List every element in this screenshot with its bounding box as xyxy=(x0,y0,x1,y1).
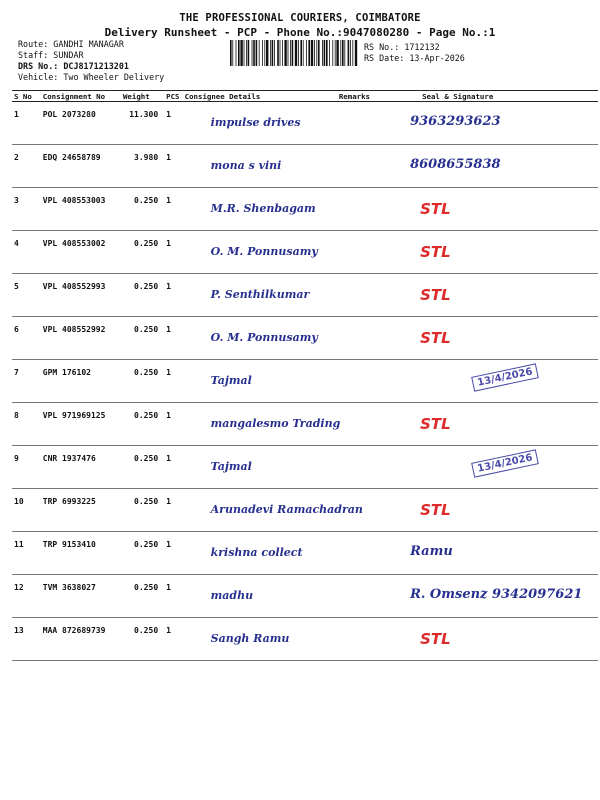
seal-cell xyxy=(382,145,598,188)
sno-cell: 10 xyxy=(12,489,41,532)
col-header-remarks: Remarks xyxy=(337,91,382,102)
weight-cell: 0.250 xyxy=(121,575,164,618)
seal-cell xyxy=(382,618,598,661)
consignee-cell xyxy=(183,575,337,618)
col-header-seal: Seal & Signature xyxy=(382,91,598,102)
seal-cell xyxy=(382,489,598,532)
col-header-consignment: Consignment No xyxy=(41,91,121,102)
consignee-cell xyxy=(183,360,337,403)
seal-cell xyxy=(382,360,598,403)
pcs-cell: 1 xyxy=(164,532,183,575)
handwritten-consignee-name: impulse drives xyxy=(210,116,301,129)
sno-cell: 9 xyxy=(12,446,41,489)
remarks-cell xyxy=(337,489,382,532)
handwritten-seal-signature: R. Omsenz 9342097621 xyxy=(410,587,583,602)
barcode-image xyxy=(230,40,358,66)
runsheet-subtitle: Delivery Runsheet - PCP - Phone No.:9047080280 - Page No.:1 xyxy=(104,26,496,39)
handwritten-seal-signature: STL xyxy=(420,501,451,519)
handwritten-consignee-name: Tajmal xyxy=(210,460,252,473)
sno-cell: 1 xyxy=(12,102,41,145)
rs-date: RS Date: 13-Apr-2026 xyxy=(364,53,465,63)
sno-cell: 11 xyxy=(12,532,41,575)
weight-cell: 0.250 xyxy=(121,618,164,661)
remarks-cell xyxy=(337,317,382,360)
consignment-cell: VPL 408553002 xyxy=(41,231,121,274)
remarks-cell xyxy=(337,188,382,231)
table-row xyxy=(12,231,598,274)
seal-cell xyxy=(382,575,598,618)
consignment-cell: VPL 408552993 xyxy=(41,274,121,317)
pcs-cell: 1 xyxy=(164,102,183,145)
runsheet-meta-right xyxy=(364,42,465,64)
seal-cell xyxy=(382,532,598,575)
consignment-cell: POL 2073280 xyxy=(41,102,121,145)
table-row xyxy=(12,532,598,575)
vehicle-text: Vehicle: Two Wheeler Delivery xyxy=(18,72,165,82)
handwritten-seal-signature: 13/4/2026 xyxy=(471,363,539,391)
handwritten-seal-signature: 9363293623 xyxy=(410,114,501,129)
table-row xyxy=(12,145,598,188)
remarks-cell xyxy=(337,403,382,446)
consignee-cell xyxy=(183,145,337,188)
sno-cell: 8 xyxy=(12,403,41,446)
pcs-cell: 1 xyxy=(164,360,183,403)
col-header-consignee: Consignee Details xyxy=(183,91,337,102)
weight-cell: 0.250 xyxy=(121,274,164,317)
weight-cell: 0.250 xyxy=(121,317,164,360)
pcs-cell: 1 xyxy=(164,446,183,489)
table-row xyxy=(12,317,598,360)
sno-cell: 13 xyxy=(12,618,41,661)
weight-cell: 0.250 xyxy=(121,403,164,446)
consignee-cell xyxy=(183,446,337,489)
remarks-cell xyxy=(337,360,382,403)
handwritten-consignee-name: madhu xyxy=(210,589,254,602)
sno-cell: 2 xyxy=(12,145,41,188)
handwritten-consignee-name: P. Senthilkumar xyxy=(210,288,310,301)
remarks-cell xyxy=(337,618,382,661)
sno-cell: 6 xyxy=(12,317,41,360)
handwritten-seal-signature: STL xyxy=(420,243,451,261)
sno-cell: 4 xyxy=(12,231,41,274)
table-row xyxy=(12,446,598,489)
remarks-cell xyxy=(337,274,382,317)
table-row xyxy=(12,575,598,618)
delivery-table xyxy=(12,90,598,661)
handwritten-seal-signature: STL xyxy=(420,286,451,304)
remarks-cell xyxy=(337,145,382,188)
weight-cell: 0.250 xyxy=(121,231,164,274)
seal-cell xyxy=(382,317,598,360)
pcs-cell: 1 xyxy=(164,274,183,317)
consignment-cell: GPM 176102 xyxy=(41,360,121,403)
sno-cell: 3 xyxy=(12,188,41,231)
sno-cell: 5 xyxy=(12,274,41,317)
staff-text: Staff: SUNDAR xyxy=(18,50,84,60)
handwritten-consignee-name: Sangh Ramu xyxy=(210,632,290,645)
handwritten-seal-signature: 8608655838 xyxy=(410,157,501,172)
pcs-cell: 1 xyxy=(164,231,183,274)
table-row xyxy=(12,102,598,145)
seal-cell xyxy=(382,274,598,317)
seal-cell xyxy=(382,446,598,489)
handwritten-seal-signature: 13/4/2026 xyxy=(471,449,539,477)
consignment-cell: VPL 408552992 xyxy=(41,317,121,360)
pcs-cell: 1 xyxy=(164,317,183,360)
pcs-cell: 1 xyxy=(164,575,183,618)
handwritten-seal-signature: STL xyxy=(420,415,451,433)
company-title: THE PROFESSIONAL COURIERS, COIMBATORE xyxy=(179,12,421,24)
weight-cell: 0.250 xyxy=(121,188,164,231)
col-header-weight: Weight xyxy=(121,91,164,102)
table-row xyxy=(12,188,598,231)
table-row xyxy=(12,489,598,532)
consignment-cell: VPL 971969125 xyxy=(41,403,121,446)
route-text: Route: GANDHI MANAGAR xyxy=(18,39,124,49)
handwritten-consignee-name: mona s vini xyxy=(210,159,282,172)
table-header-row xyxy=(12,91,598,102)
weight-cell: 11.300 xyxy=(121,102,164,145)
pcs-cell: 1 xyxy=(164,489,183,532)
consignment-cell: TRP 6993225 xyxy=(41,489,121,532)
handwritten-consignee-name: Tajmal xyxy=(210,374,252,387)
rs-number: RS No.: 1712132 xyxy=(364,42,440,52)
col-header-sno: S No xyxy=(12,91,41,102)
weight-cell: 0.250 xyxy=(121,446,164,489)
consignment-cell: TRP 9153410 xyxy=(41,532,121,575)
consignment-cell: EDQ 24658789 xyxy=(41,145,121,188)
weight-cell: 0.250 xyxy=(121,489,164,532)
consignment-cell: TVM 3638027 xyxy=(41,575,121,618)
consignee-cell xyxy=(183,102,337,145)
table-body xyxy=(12,102,598,661)
consignee-cell xyxy=(183,403,341,446)
consignee-cell xyxy=(183,274,337,317)
consignee-cell xyxy=(183,618,337,661)
weight-cell: 0.250 xyxy=(121,360,164,403)
handwritten-seal-signature: STL xyxy=(420,630,451,648)
table-row xyxy=(12,403,598,446)
remarks-cell xyxy=(337,532,382,575)
handwritten-seal-signature: STL xyxy=(420,329,451,347)
runsheet-meta-left xyxy=(18,39,164,83)
handwritten-seal-signature: Ramu xyxy=(410,544,453,559)
handwritten-consignee-name: Arunadevi Ramachadran xyxy=(210,503,363,516)
remarks-cell xyxy=(337,102,382,145)
handwritten-seal-signature: STL xyxy=(420,200,451,218)
pcs-cell: 1 xyxy=(164,188,183,231)
handwritten-consignee-name: O. M. Ponnusamy xyxy=(210,331,318,344)
seal-cell xyxy=(382,231,598,274)
remarks-cell xyxy=(337,231,382,274)
table-row xyxy=(12,274,598,317)
consignee-cell xyxy=(183,317,337,360)
seal-cell xyxy=(382,102,598,145)
col-header-pcs: PCS xyxy=(164,91,183,102)
consignee-cell xyxy=(183,489,363,532)
drs-number: DRS No.: DCJ8171213201 xyxy=(18,61,129,71)
sno-cell: 12 xyxy=(12,575,41,618)
handwritten-consignee-name: mangalesmo Trading xyxy=(210,417,341,430)
table-row xyxy=(12,618,598,661)
weight-cell: 3.980 xyxy=(121,145,164,188)
weight-cell: 0.250 xyxy=(121,532,164,575)
pcs-cell: 1 xyxy=(164,618,183,661)
consignee-cell xyxy=(183,231,337,274)
consignment-cell: VPL 408553003 xyxy=(41,188,121,231)
consignee-cell xyxy=(183,188,337,231)
handwritten-consignee-name: krishna collect xyxy=(210,546,303,559)
remarks-cell xyxy=(337,446,382,489)
pcs-cell: 1 xyxy=(164,403,183,446)
consignment-cell: MAA 872689739 xyxy=(41,618,121,661)
sno-cell: 7 xyxy=(12,360,41,403)
pcs-cell: 1 xyxy=(164,145,183,188)
seal-cell xyxy=(382,188,598,231)
handwritten-consignee-name: M.R. Shenbagam xyxy=(210,202,316,215)
consignee-cell xyxy=(183,532,337,575)
remarks-cell xyxy=(337,575,382,618)
handwritten-consignee-name: O. M. Ponnusamy xyxy=(210,245,318,258)
seal-cell xyxy=(382,403,598,446)
table-row xyxy=(12,360,598,403)
consignment-cell: CNR 1937476 xyxy=(41,446,121,489)
